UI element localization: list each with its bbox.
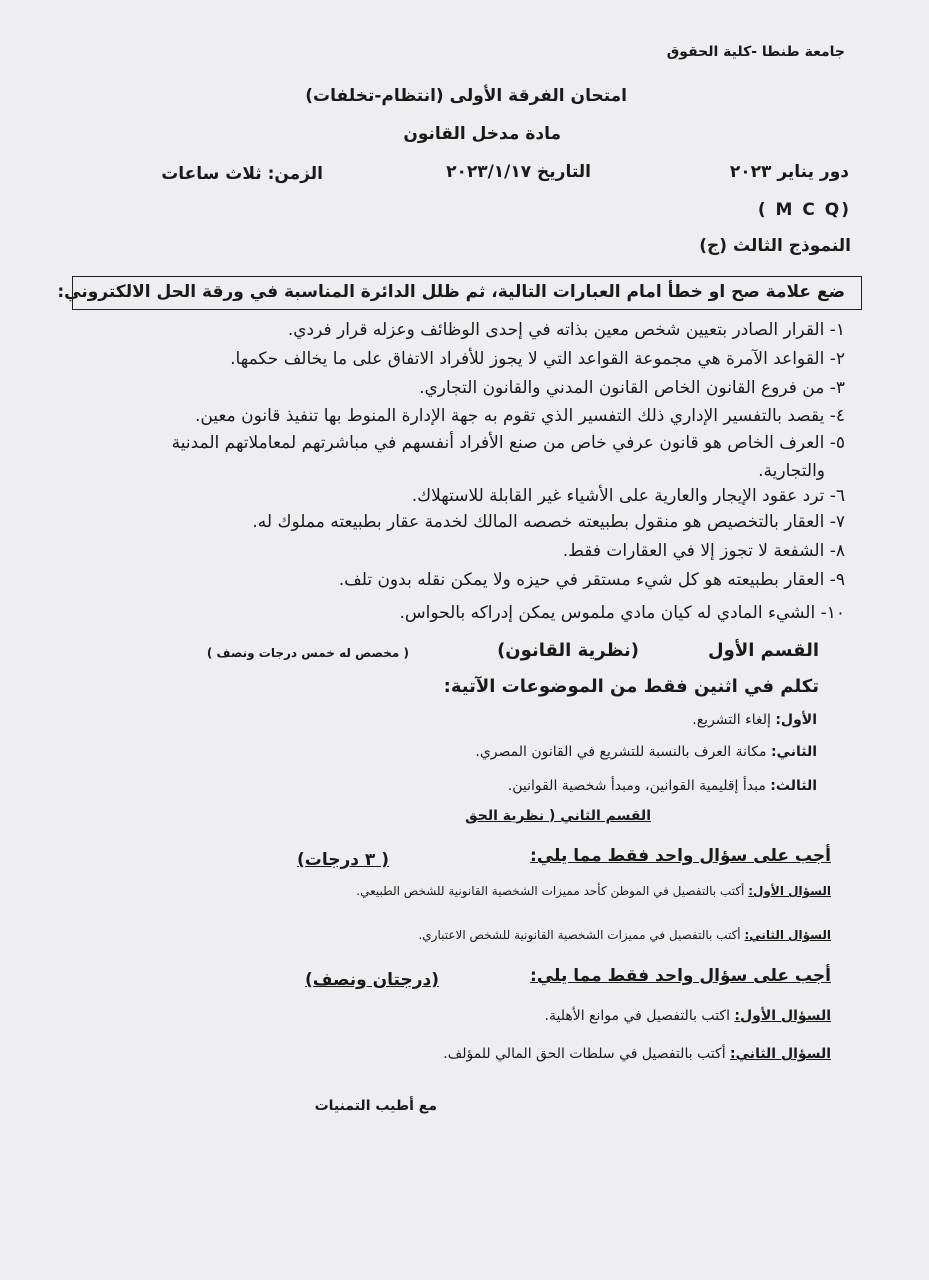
part2-group1-question-1 <box>356 884 831 898</box>
question-7: ٧- العقار بالتخصيص هو منقول بطبيعته خصصه المالك لخدمة عقار بطبيعته مملوك له. <box>252 512 845 532</box>
question-5-continued: والتجارية. <box>758 461 825 481</box>
closing-wishes: مع أطيب التمنيات <box>314 1098 437 1114</box>
subject-title: مادة مدخل القانون <box>403 124 561 144</box>
exam-session: دور يناير ٢٠٢٣ <box>729 162 849 182</box>
question-text: اكتب بالتفصيل في موانع الأهلية. <box>544 1008 730 1024</box>
mcq-label: ( M C Q) <box>757 200 851 220</box>
part2-group2-marks: (درجتان ونصف) <box>305 970 439 990</box>
exam-title: امتحان الفرقة الأولى (انتظام-تخلفات) <box>305 86 627 106</box>
part2-group1-marks: ( ٣ درجات) <box>296 850 389 870</box>
question-9: ٩- العقار بطبيعته هو كل شيء مستقر في حيزه ولا يمكن نقله بدون تلف. <box>338 570 845 590</box>
part2-group1-question-2 <box>418 928 831 942</box>
question-text: أكتب بالتفصيل في سلطات الحق المالي للمؤلف. <box>443 1046 726 1062</box>
topic-label: الأول: <box>775 712 817 728</box>
part1-instruction: تكلم في اثنين فقط من الموضوعات الآتية: <box>443 676 819 697</box>
topic-text: إلغاء التشريع. <box>692 712 771 728</box>
part2-group2-instruction: أجب على سؤال واحد فقط مما يلي: <box>530 966 831 986</box>
part2-group2-question-1 <box>545 1008 831 1024</box>
question-label: السؤال الثاني: <box>730 1046 831 1062</box>
topic-label: الثاني: <box>770 744 817 760</box>
question-3: ٣- من فروع القانون الخاص القانون المدني والقانون التجاري. <box>419 378 845 398</box>
question-8: ٨- الشفعة لا تجوز إلا في العقارات فقط. <box>562 541 845 561</box>
university-name: جامعة طنطا -كلية الحقوق <box>666 44 845 60</box>
instructions-text: ضع علامة صح او خطأ امام العبارات التالية، ثم ظلل الدائرة المناسبة في ورقة الحل الالكتروني: <box>57 282 845 302</box>
part2-title: القسم الثاني ( نظرية الحق <box>465 808 651 824</box>
part1-topic-1 <box>692 712 817 728</box>
part1-title: القسم الأول <box>708 640 819 661</box>
part1-topic: (نظرية القانون) <box>497 640 639 661</box>
question-10: ١٠- الشيء المادي له كيان مادي ملموس يمكن إدراكه بالحواس. <box>399 603 845 623</box>
question-label: السؤال الثاني: <box>744 928 831 942</box>
exam-duration: الزمن: ثلاث ساعات <box>161 164 323 184</box>
topic-label: الثالث: <box>770 778 817 794</box>
question-text: أكتب بالتفصيل في الموطن كأحد مميزات الشخصية القانونية للشخص الطبيعي. <box>356 884 745 898</box>
part1-topic-2 <box>475 744 817 760</box>
question-6: ٦- ترد عقود الإيجار والعارية على الأشياء غير القابلة للاستهلاك. <box>411 486 845 506</box>
part1-topic-3 <box>508 778 817 794</box>
question-2: ٢- القواعد الآمرة هي مجموعة القواعد التي لا يجوز للأفراد الاتفاق على ما يخالف حكمها. <box>230 349 845 369</box>
question-5: ٥- العرف الخاص هو قانون عرفي خاص من صنع الأفراد أنفسهم في مباشرتهم لمعاملاتهم المدنية <box>171 433 845 453</box>
question-1: ١- القرار الصادر بتعيين شخص معين بذاته في إحدى الوظائف وعزله قرار فردي. <box>287 320 845 340</box>
part2-group1-instruction: أجب على سؤال واحد فقط مما يلي: <box>530 846 831 866</box>
part2-group2-question-2 <box>443 1046 831 1062</box>
question-4: ٤- يقصد بالتفسير الإداري ذلك التفسير الذي تقوم به جهة الإدارة المنوط بها تنفيذ قانون معين. <box>194 406 845 426</box>
exam-date: التاريخ ٢٠٢٣/١/١٧ <box>446 162 591 182</box>
question-text: أكتب بالتفصيل في مميزات الشخصية القانونية للشخص الاعتباري. <box>418 928 741 942</box>
model-label: النموذج الثالث (ج) <box>699 236 851 256</box>
question-label: السؤال الأول: <box>734 1008 831 1024</box>
topic-text: مكانة العرف بالنسبة للتشريع في القانون المصري. <box>475 744 767 760</box>
topic-text: مبدأ إقليمية القوانين، ومبدأ شخصية القوانين. <box>507 778 766 794</box>
question-label: السؤال الأول: <box>748 884 831 898</box>
part1-marks: ( مخصص له خمس درجات ونصف ) <box>206 646 409 660</box>
